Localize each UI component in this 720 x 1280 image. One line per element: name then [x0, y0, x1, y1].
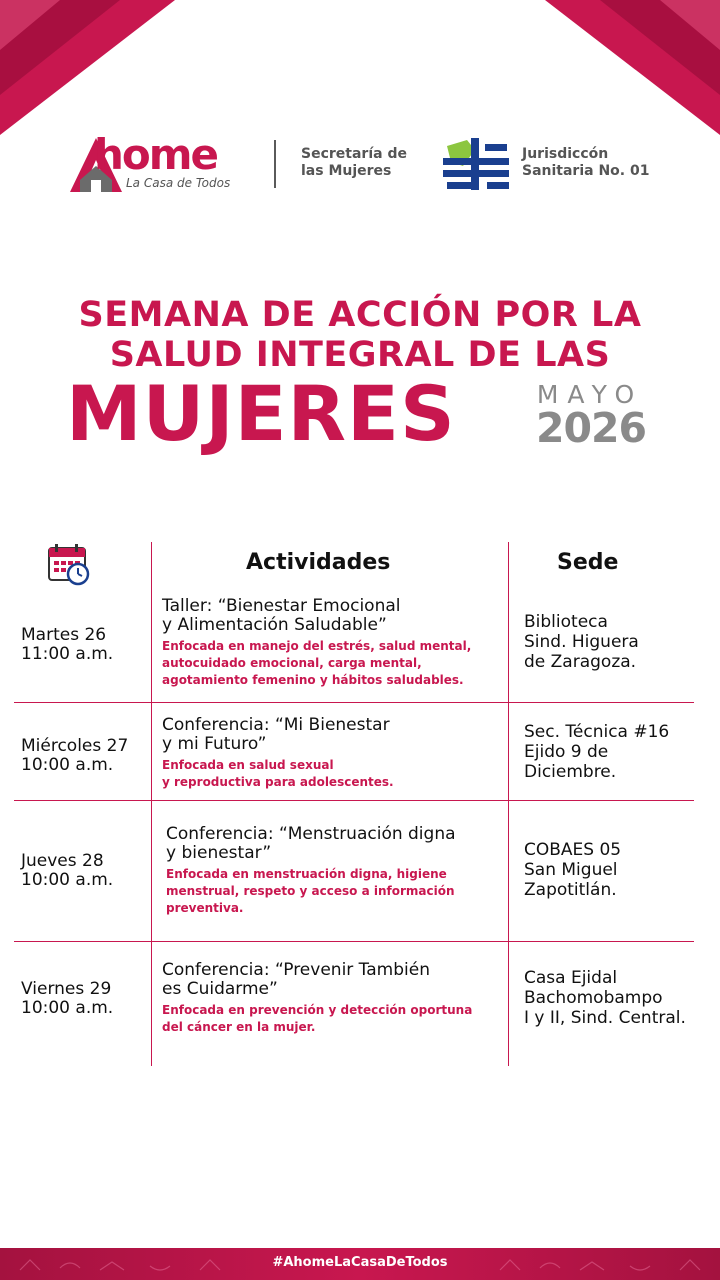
- activity-title: [166, 825, 506, 863]
- header-venue: Sede: [557, 550, 619, 575]
- row-activity: [162, 961, 502, 1036]
- activity-desc-line: del cáncer en la mujer.: [162, 1020, 316, 1034]
- header-activities: Actividades: [246, 550, 391, 575]
- secretaria-mujeres-label: [301, 146, 431, 180]
- table-divider-right: [508, 542, 509, 1066]
- corner-decoration-left: [0, 0, 175, 135]
- venue-line: San Miguel: [524, 860, 618, 880]
- logo-divider: [274, 140, 276, 188]
- ahome-wordmark: home: [94, 130, 218, 179]
- row-separator: [14, 702, 694, 703]
- activity-title: [162, 597, 502, 635]
- activity-title-line: es Cuidarme”: [162, 979, 278, 999]
- activity-desc-line: preventiva.: [166, 901, 244, 915]
- time-label: 10:00 a.m.: [21, 755, 114, 775]
- day-label: Martes 26: [21, 625, 107, 645]
- activity-desc-line: autocuidado emocional, carga mental,: [162, 656, 422, 670]
- ahome-logo: [66, 130, 251, 198]
- activity-desc-line: Enfocada en prevención y detección oportuna: [162, 1003, 473, 1017]
- table-divider-left: [151, 542, 152, 1066]
- day-label: Miércoles 27: [21, 736, 129, 756]
- venue-line: Sind. Higuera: [524, 632, 639, 652]
- venue-line: Zapotitlán.: [524, 880, 617, 900]
- activity-desc-line: Enfocada en manejo del estrés, salud mental,: [162, 639, 472, 653]
- activity-description: [166, 866, 506, 917]
- title-year: 2026: [535, 404, 647, 452]
- row-day: [21, 626, 151, 664]
- venue-line: Ejido 9 de: [524, 742, 609, 762]
- day-label: Viernes 29: [21, 979, 112, 999]
- secretaria-line-2: las Mujeres: [301, 163, 392, 179]
- time-label: 10:00 a.m.: [21, 998, 114, 1018]
- activity-desc-line: Enfocada en menstruación digna, higiene: [166, 867, 447, 881]
- time-label: 11:00 a.m.: [21, 644, 114, 664]
- secretaria-line-1: Secretaría de: [301, 146, 407, 162]
- title-mujeres: MUJERES: [66, 369, 456, 458]
- activity-title-line: Taller: “Bienestar Emocional: [162, 596, 401, 616]
- row-day: [21, 852, 151, 890]
- activity-title-line: Conferencia: “Prevenir También: [162, 960, 430, 980]
- jurisdiccion-logo-icon: [441, 136, 511, 192]
- row-activity: [162, 597, 502, 689]
- venue-line: de Zaragoza.: [524, 652, 637, 672]
- row-day: [21, 980, 151, 1018]
- row-activity: [162, 716, 502, 791]
- venue-line: COBAES 05: [524, 840, 622, 860]
- jurisdiccion-line-1: Jurisdiccón: [522, 146, 609, 162]
- venue-line: I y II, Sind. Central.: [524, 1008, 686, 1028]
- venue-line: Casa Ejidal: [524, 968, 618, 988]
- venue-line: Bachomobampo: [524, 988, 663, 1008]
- row-venue: [524, 968, 714, 1028]
- activity-title: [162, 961, 502, 999]
- logos-row: [66, 132, 666, 202]
- jurisdiccion-line-2: Sanitaria No. 01: [522, 163, 650, 179]
- row-activity: [166, 825, 506, 917]
- row-venue: [524, 722, 714, 782]
- activity-title-line: y mi Futuro”: [162, 734, 267, 754]
- corner-decoration-right: [545, 0, 720, 135]
- title-line-1: SEMANA DE ACCIÓN POR LA: [78, 295, 642, 335]
- activity-title: [162, 716, 502, 754]
- title-month: MAYO: [536, 380, 644, 409]
- activity-title-line: y bienestar”: [166, 843, 272, 863]
- activity-desc-line: Enfocada en salud sexual: [162, 758, 334, 772]
- activity-desc-line: agotamiento femenino y hábitos saludables.: [162, 673, 464, 687]
- activity-title-line: y Alimentación Saludable”: [162, 615, 387, 635]
- activity-desc-line: y reproductiva para adolescentes.: [162, 775, 394, 789]
- activity-desc-line: menstrual, respeto y acceso a información: [166, 884, 455, 898]
- calendar-clock-icon: [47, 542, 91, 586]
- venue-line: Biblioteca: [524, 612, 608, 632]
- day-label: Jueves 28: [21, 851, 104, 871]
- row-venue: [524, 612, 714, 672]
- row-venue: [524, 840, 714, 900]
- activity-title-line: Conferencia: “Menstruación digna: [166, 824, 456, 844]
- time-label: 10:00 a.m.: [21, 870, 114, 890]
- activity-description: [162, 1002, 502, 1036]
- row-separator: [14, 800, 694, 801]
- row-day: [21, 737, 151, 775]
- ahome-tagline: La Casa de Todos: [126, 176, 231, 190]
- title-line-2: SALUD INTEGRAL DE LAS: [109, 335, 611, 375]
- activity-description: [162, 757, 502, 791]
- venue-line: Diciembre.: [524, 762, 617, 782]
- jurisdiccion-label: [522, 146, 672, 180]
- footer-hashtag: #AhomeLaCasaDeTodos: [272, 1255, 448, 1270]
- activity-title-line: Conferencia: “Mi Bienestar: [162, 715, 390, 735]
- venue-line: Sec. Técnica #16: [524, 722, 670, 742]
- footer-bar: [0, 1248, 720, 1280]
- row-separator: [14, 941, 694, 942]
- activity-description: [162, 638, 502, 689]
